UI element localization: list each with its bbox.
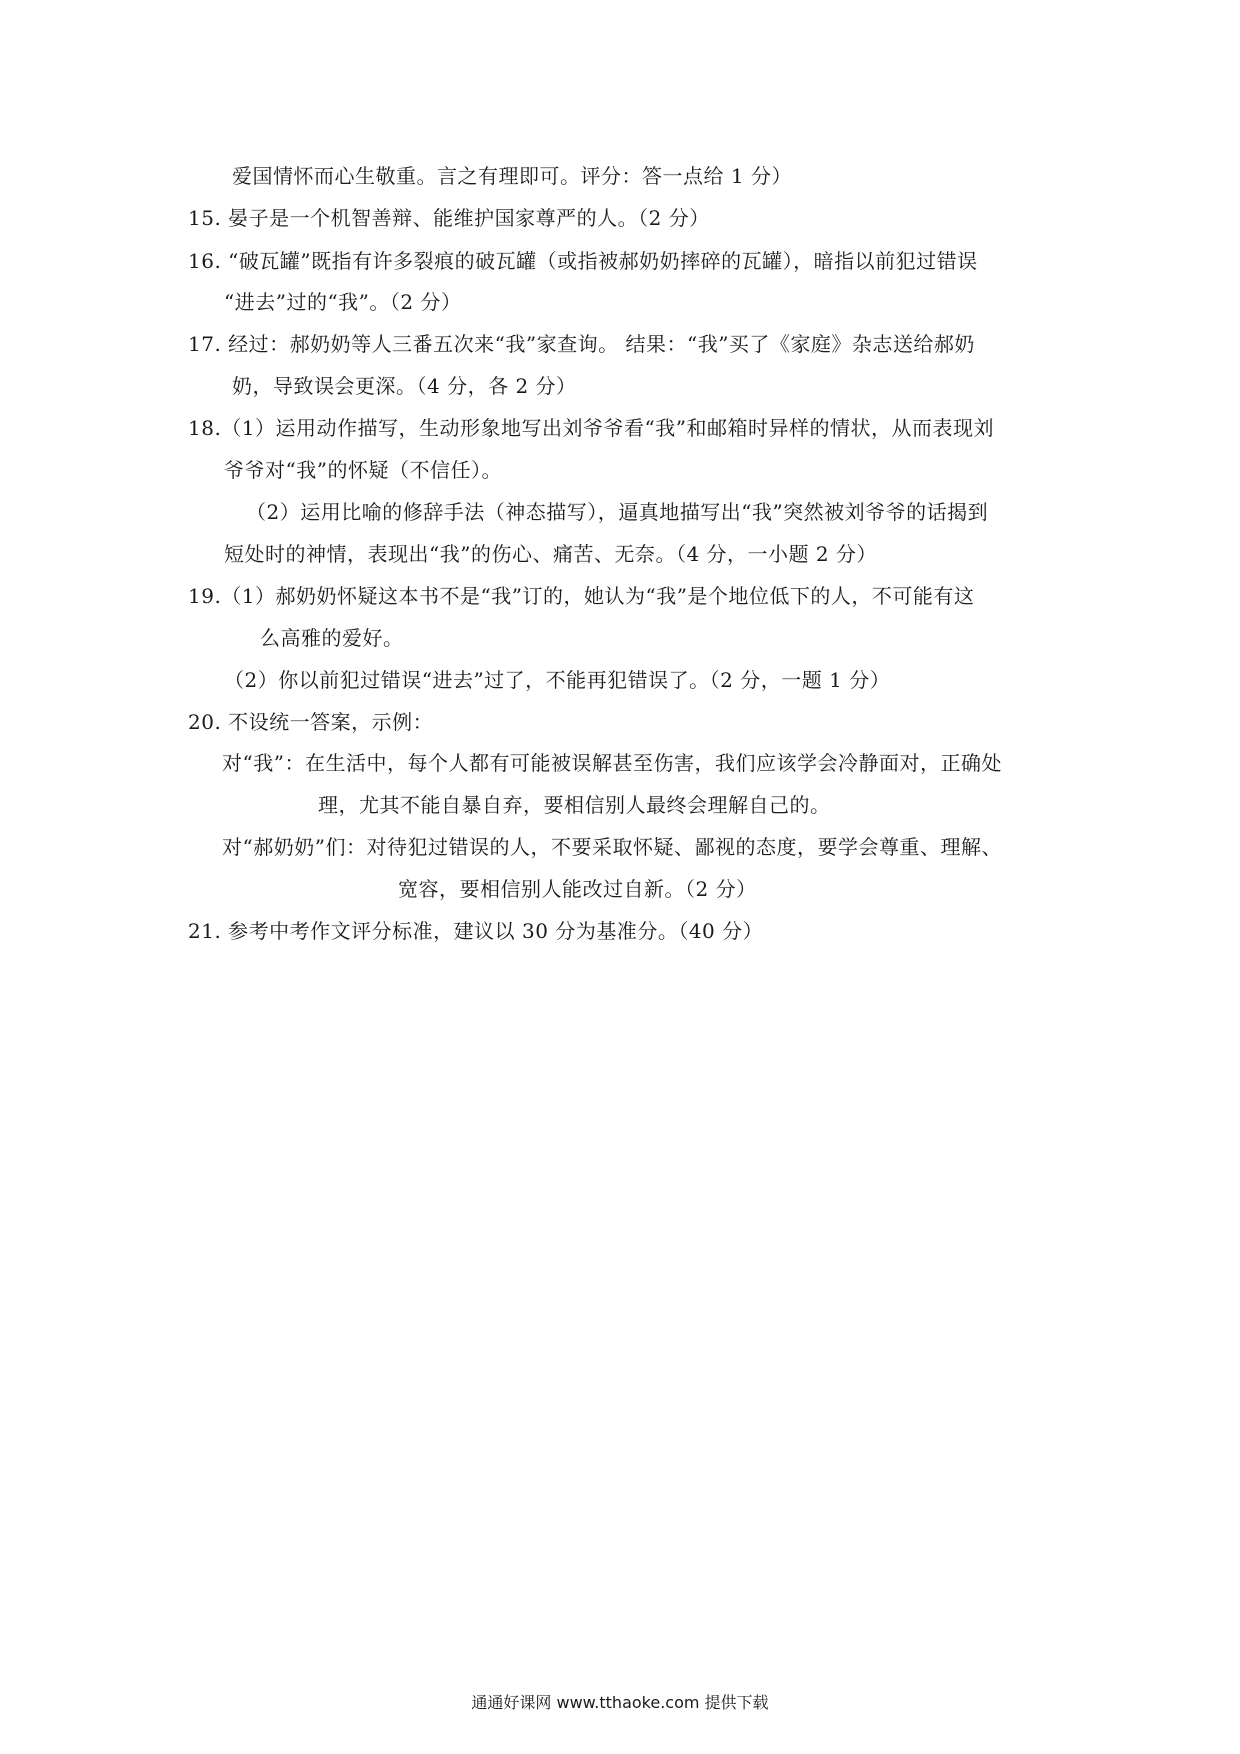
answer-line: 爱国情怀而心生敬重。言之有理即可。评分：答一点给 1 分） bbox=[232, 164, 792, 188]
answer-line: 对“我”：在生活中，每个人都有可能被误解甚至伤害，我们应该学会冷静面对，正确处 bbox=[222, 751, 1002, 775]
answer-line: 么高雅的爱好。 bbox=[260, 626, 404, 650]
answer-19: 19.（1）郝奶奶怀疑这本书不是“我”订的，她认为“我”是个地位低下的人，不可能有这 bbox=[188, 584, 975, 608]
answer-17: 17. 经过：郝奶奶等人三番五次来“我”家查询。 结果：“我”买了《家庭》杂志送给郝奶 bbox=[188, 332, 975, 356]
answer-line: 奶，导致误会更深。（4 分，各 2 分） bbox=[232, 374, 577, 398]
answer-line: 理，尤其不能自暴自弃，要相信别人最终会理解自己的。 bbox=[318, 793, 831, 817]
answer-line: 短处时的神情，表现出“我”的伤心、痛苦、无奈。（4 分，一小题 2 分） bbox=[224, 542, 877, 566]
answer-line: （2）运用比喻的修辞手法（神态描写），逼真地描写出“我”突然被刘爷爷的话揭到 bbox=[246, 500, 989, 524]
footer-credit: 通通好课网 www.tthaoke.com 提供下载 bbox=[471, 1693, 769, 1712]
answer-20: 20. 不设统一答案，示例： bbox=[188, 710, 434, 734]
answer-21: 21. 参考中考作文评分标准，建议以 30 分为基准分。（40 分） bbox=[188, 919, 764, 943]
answer-line: “进去”过的“我”。（2 分） bbox=[224, 290, 462, 314]
answer-18: 18.（1）运用动作描写，生动形象地写出刘爷爷看“我”和邮箱时异样的情状，从而表现刘 bbox=[188, 416, 994, 440]
answer-line: 爷爷对“我”的怀疑（不信任）。 bbox=[224, 458, 502, 482]
answer-line: （2）你以前犯过错误“进去”过了，不能再犯错误了。（2 分，一题 1 分） bbox=[224, 668, 891, 692]
answer-16: 16. “破瓦罐”既指有许多裂痕的破瓦罐（或指被郝奶奶摔碎的瓦罐），暗指以前犯过错误 bbox=[188, 249, 978, 273]
answer-line: 对“郝奶奶”们：对待犯过错误的人，不要采取怀疑、鄙视的态度，要学会尊重、理解、 bbox=[222, 835, 1002, 859]
answer-15: 15. 晏子是一个机智善辩、能维护国家尊严的人。（2 分） bbox=[188, 206, 710, 230]
answer-line: 宽容，要相信别人能改过自新。（2 分） bbox=[398, 877, 757, 901]
